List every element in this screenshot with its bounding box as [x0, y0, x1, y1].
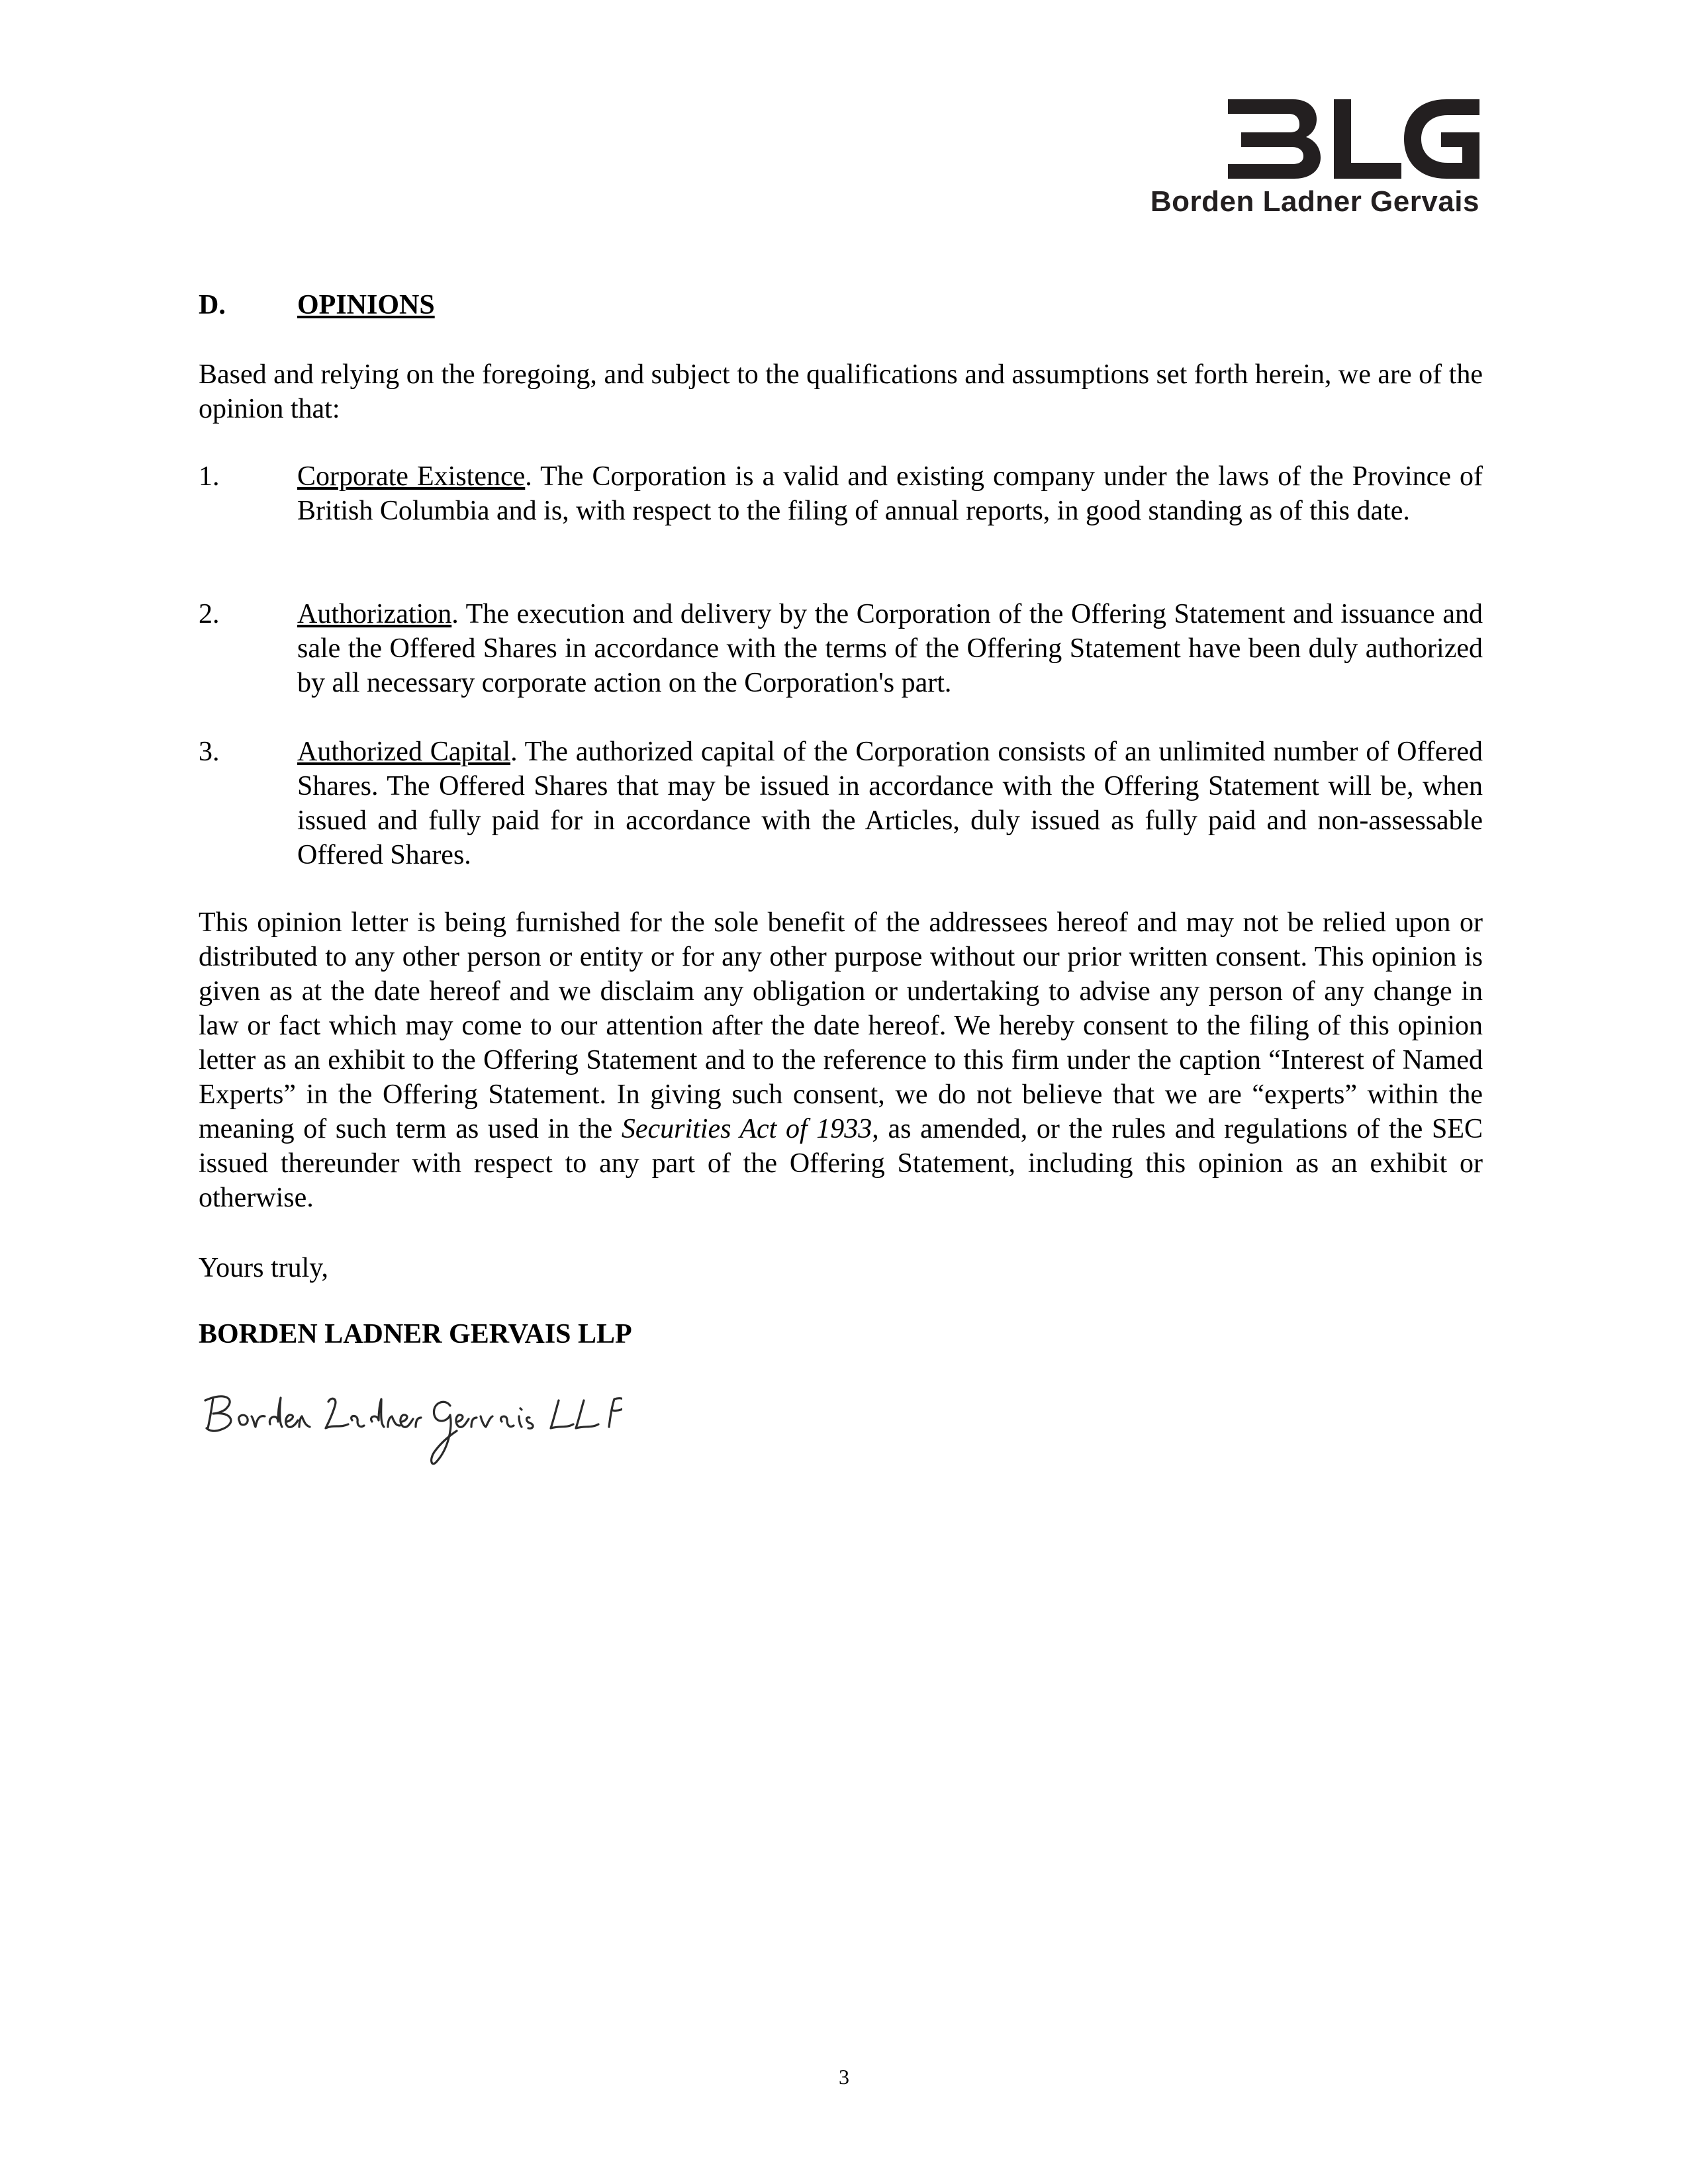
securities-act-reference: Securities Act of 1933	[621, 1114, 872, 1144]
opinion-text: . The Corporation is a valid and existing company under the laws of the Province of British Columbia and is, with respect to the filing of annual reports, in good standing as of this date.	[297, 461, 1483, 526]
opinion-text: . The execution and delivery by the Corporation of the Offering Statement and issuance and sale the Offered Shares in accordance with the terms of the Offering Statement have been duly authorized by all necessary corporate action on the Corporation's part.	[297, 599, 1483, 698]
opinion-body	[297, 735, 1483, 872]
blg-logo-mark	[1228, 99, 1479, 179]
opinion-number: 3.	[199, 737, 220, 767]
opinion-body	[297, 459, 1483, 528]
reliance-text-end: , as amended, or the rules and regulations of the SEC issued thereunder with respect to any part of the Offering Statement, including this opinion as an exhibit or otherwise.	[199, 1114, 1483, 1213]
section-heading	[199, 288, 435, 322]
opinion-item	[199, 597, 1483, 700]
section-title: OPINIONS	[297, 290, 435, 320]
opinion-body	[297, 597, 1483, 700]
reliance-text-start: This opinion letter is being furnished for the sole benefit of the addressees hereof and may not be relied upon or distributed to any other person or entity or for any other purpose without our prior written consent. This opinion is given as at the date hereof and we disclaim any obligation or undertaking to advise any person of any change in law or fact which may come to our attention after the date hereof. We hereby consent to the filing of this opinion letter as an exhibit to the Offering Statement and to the reference to this firm under the caption “Interest of Named Experts” in the Offering Statement. In giving such consent, we do not believe that we are “experts” within the meaning of such term as used in the	[199, 907, 1483, 1144]
firm-logo-name: Borden Ladner Gervais	[1150, 185, 1479, 218]
opinion-heading: Authorized Capital	[297, 737, 511, 767]
page-number: 3	[839, 2065, 849, 2089]
section-letter: D.	[199, 290, 226, 320]
firm-signature-block: BORDEN LADNER GERVAIS LLP	[199, 1319, 632, 1349]
opinion-text: . The authorized capital of the Corporation consists of an unlimited number of Offered Shares. The Offered Shares that may be issued in accordance with the Offering Statement will be, when issued and fully paid for in accordance with the Articles, duly issued as fully paid and non-assessable Offered Shares.	[297, 737, 1483, 870]
intro-paragraph: Based and relying on the foregoing, and subject to the qualifications and assumptions set forth herein, we are of the opinion that:	[199, 359, 1483, 424]
opinion-number: 2.	[199, 599, 220, 629]
handwritten-signature	[199, 1383, 622, 1482]
opinion-heading: Corporate Existence	[297, 461, 526, 492]
salutation: Yours truly,	[199, 1253, 329, 1283]
reliance-paragraph	[199, 905, 1483, 1215]
opinion-heading: Authorization	[297, 599, 452, 629]
opinion-item	[199, 735, 1483, 872]
opinion-item	[199, 459, 1483, 528]
blg-logo	[1150, 93, 1483, 225]
opinion-number: 1.	[199, 461, 220, 492]
